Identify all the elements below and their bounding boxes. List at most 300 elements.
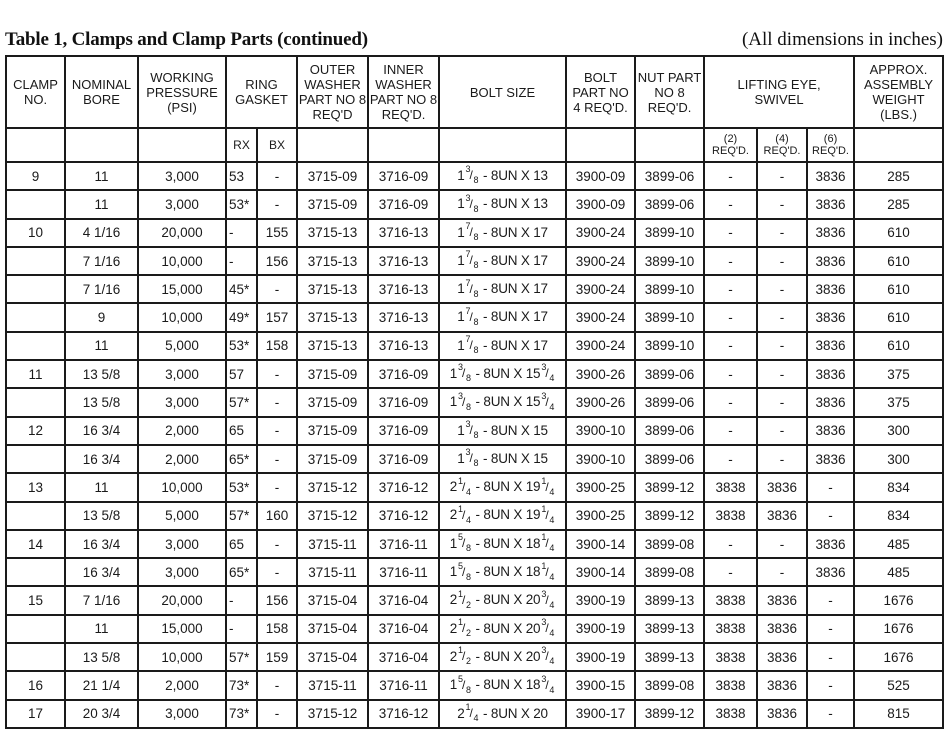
cell-lifting-6: 3836	[807, 275, 854, 303]
cell-bolt-part: 3900-25	[566, 473, 635, 501]
cell-lifting-2: -	[704, 162, 757, 190]
cell-outer-washer: 3715-13	[297, 219, 368, 247]
cell-weight: 300	[854, 445, 943, 473]
cell-bolt-size	[439, 219, 566, 247]
cell-inner-washer: 3716-09	[368, 162, 439, 190]
cell-clamp-no	[6, 643, 65, 671]
bolt-length-fraction: 3 / 4	[541, 617, 555, 639]
cell-weight: 610	[854, 303, 943, 331]
bolt-rest: - 8UN X 15	[472, 366, 541, 381]
cell-lifting-2: -	[704, 558, 757, 586]
cell-nominal-bore: 13 5/8	[65, 502, 138, 530]
cell-working-pressure: 2,000	[138, 417, 226, 445]
cell-working-pressure: 5,000	[138, 502, 226, 530]
col-outer-washer: OUTER WASHER PART NO 8 REQ'D	[297, 56, 368, 128]
cell-clamp-no	[6, 332, 65, 360]
cell-rx: -	[226, 586, 257, 614]
cell-outer-washer: 3715-09	[297, 190, 368, 218]
cell-lifting-2: 3838	[704, 502, 757, 530]
col-inner-washer: INNER WASHER PART NO 8 REQ'D.	[368, 56, 439, 128]
bolt-fraction: 1 / 4	[465, 702, 479, 723]
cell-bx: -	[257, 417, 297, 445]
cell-lifting-4: -	[757, 360, 807, 388]
cell-bolt-size	[439, 586, 566, 614]
col-working-pressure: WORKING PRESSURE (PSI)	[138, 56, 226, 128]
cell-lifting-4: 3836	[757, 643, 807, 671]
cell-lifting-6: 3836	[807, 558, 854, 586]
cell-lifting-6: 3836	[807, 247, 854, 275]
cell-inner-washer: 3716-09	[368, 417, 439, 445]
cell-bolt-size	[439, 247, 566, 275]
cell-inner-washer: 3716-04	[368, 643, 439, 671]
cell-lifting-6: -	[807, 700, 854, 728]
col-nut-part: NUT PART NO 8 REQ'D.	[635, 56, 704, 128]
cell-clamp-no	[6, 558, 65, 586]
cell-nominal-bore: 11	[65, 190, 138, 218]
bolt-fraction: 1 / 4	[458, 503, 471, 525]
cell-lifting-2: -	[704, 275, 757, 303]
cell-clamp-no	[6, 388, 65, 416]
cell-weight: 1676	[854, 586, 943, 614]
table-row	[6, 417, 943, 445]
cell-nominal-bore: 20 3/4	[65, 700, 138, 728]
cell-rx: 45*	[226, 275, 257, 303]
cell-bolt-size	[439, 360, 566, 388]
cell-bolt-part: 3900-15	[566, 671, 635, 699]
cell-bolt-part: 3900-26	[566, 388, 635, 416]
cell-lifting-2: 3838	[704, 586, 757, 614]
cell-weight: 485	[854, 558, 943, 586]
col-bolt-size: BOLT SIZE	[439, 56, 566, 128]
cell-lifting-6: 3836	[807, 219, 854, 247]
cell-lifting-6: -	[807, 643, 854, 671]
cell-bolt-part: 3900-24	[566, 275, 635, 303]
table-row	[6, 445, 943, 473]
bolt-fraction: 1 / 2	[458, 588, 471, 610]
cell-clamp-no	[6, 445, 65, 473]
bolt-whole: 2	[449, 479, 457, 495]
cell-weight: 485	[854, 530, 943, 558]
cell-outer-washer: 3715-13	[297, 275, 368, 303]
cell-bx: -	[257, 360, 297, 388]
bolt-length-fraction: 1 / 4	[541, 475, 555, 497]
cell-clamp-no: 17	[6, 700, 65, 728]
bolt-length-fraction: 3 / 4	[541, 645, 555, 667]
cell-inner-washer: 3716-11	[368, 671, 439, 699]
cell-nominal-bore: 21 1/4	[65, 671, 138, 699]
cell-rx: 53*	[226, 332, 257, 360]
cell-bolt-part: 3900-10	[566, 417, 635, 445]
cell-inner-washer: 3716-09	[368, 360, 439, 388]
cell-lifting-4: -	[757, 162, 807, 190]
cell-bolt-part: 3900-24	[566, 247, 635, 275]
cell-rx: 57*	[226, 643, 257, 671]
cell-working-pressure: 10,000	[138, 303, 226, 331]
cell-lifting-2: 3838	[704, 643, 757, 671]
cell-bolt-part: 3900-24	[566, 303, 635, 331]
cell-weight: 300	[854, 417, 943, 445]
cell-working-pressure: 2,000	[138, 445, 226, 473]
table-row	[6, 219, 943, 247]
cell-nominal-bore: 4 1/16	[65, 219, 138, 247]
cell-bolt-part: 3900-14	[566, 558, 635, 586]
cell-working-pressure: 3,000	[138, 388, 226, 416]
cell-nut-part: 3899-10	[635, 219, 704, 247]
cell-bolt-part: 3900-14	[566, 530, 635, 558]
table-row	[6, 473, 943, 501]
cell-outer-washer: 3715-12	[297, 502, 368, 530]
cell-nominal-bore: 11	[65, 332, 138, 360]
bolt-whole: 2	[449, 507, 457, 523]
cell-nut-part: 3899-08	[635, 671, 704, 699]
cell-lifting-6: -	[807, 671, 854, 699]
cell-bx: -	[257, 671, 297, 699]
cell-rx: -	[226, 247, 257, 275]
cell-bolt-size	[439, 303, 566, 331]
cell-lifting-4: -	[757, 558, 807, 586]
bolt-fraction: 3 / 8	[465, 447, 479, 469]
cell-bx: -	[257, 558, 297, 586]
bolt-length-fraction: 1 / 4	[541, 560, 555, 582]
cell-clamp-no	[6, 190, 65, 218]
cell-lifting-2: -	[704, 332, 757, 360]
cell-bolt-part: 3900-24	[566, 219, 635, 247]
cell-weight: 375	[854, 360, 943, 388]
cell-lifting-2: -	[704, 445, 757, 473]
cell-lifting-4: -	[757, 303, 807, 331]
bolt-whole: 1	[457, 309, 465, 325]
cell-lifting-6: -	[807, 615, 854, 643]
bolt-length-fraction: 1 / 4	[541, 503, 555, 525]
cell-lifting-6: 3836	[807, 162, 854, 190]
cell-bolt-size	[439, 615, 566, 643]
cell-outer-washer: 3715-11	[297, 530, 368, 558]
cell-bolt-size	[439, 275, 566, 303]
bolt-fraction: 3 / 8	[465, 164, 479, 186]
cell-lifting-2: -	[704, 530, 757, 558]
cell-working-pressure: 2,000	[138, 671, 226, 699]
cell-lifting-4: -	[757, 388, 807, 416]
bolt-whole: 1	[457, 252, 465, 268]
cell-outer-washer: 3715-12	[297, 700, 368, 728]
cell-working-pressure: 15,000	[138, 615, 226, 643]
cell-lifting-4: 3836	[757, 586, 807, 614]
cell-lifting-4: -	[757, 190, 807, 218]
cell-rx: 65	[226, 417, 257, 445]
cell-rx: 73*	[226, 671, 257, 699]
cell-weight: 815	[854, 700, 943, 728]
cell-working-pressure: 20,000	[138, 586, 226, 614]
cell-lifting-2: -	[704, 247, 757, 275]
cell-bolt-size	[439, 502, 566, 530]
cell-lifting-4: -	[757, 219, 807, 247]
cell-bolt-size	[439, 445, 566, 473]
bolt-whole: 1	[457, 196, 465, 212]
units-note: (All dimensions in inches)	[741, 29, 943, 50]
table-row	[6, 303, 943, 331]
cell-weight: 610	[854, 332, 943, 360]
cell-rx: 53*	[226, 473, 257, 501]
cell-bolt-part: 3900-09	[566, 190, 635, 218]
cell-lifting-6: 3836	[807, 388, 854, 416]
bolt-fraction: 7 / 8	[465, 220, 479, 242]
cell-bx: 156	[257, 247, 297, 275]
cell-nominal-bore: 11	[65, 615, 138, 643]
cell-outer-washer: 3715-09	[297, 445, 368, 473]
bolt-fraction: 7 / 8	[465, 334, 479, 356]
cell-bx: -	[257, 530, 297, 558]
cell-outer-washer: 3715-11	[297, 558, 368, 586]
cell-bx: -	[257, 190, 297, 218]
cell-nut-part: 3899-10	[635, 275, 704, 303]
cell-nominal-bore: 16 3/4	[65, 558, 138, 586]
bolt-rest: - 8UN X 18	[472, 564, 541, 580]
cell-clamp-no: 16	[6, 671, 65, 699]
cell-lifting-2: -	[704, 219, 757, 247]
table-row	[6, 360, 943, 388]
cell-rx: 57	[226, 360, 257, 388]
cell-bx: 158	[257, 332, 297, 360]
cell-rx: -	[226, 615, 257, 643]
cell-bx: 155	[257, 219, 297, 247]
table-row	[6, 558, 943, 586]
cell-bolt-part: 3900-09	[566, 162, 635, 190]
col-nominal-bore: NOMINAL BORE	[65, 56, 138, 128]
table-row	[6, 530, 943, 558]
table-caption	[5, 29, 943, 55]
cell-lifting-6: 3836	[807, 417, 854, 445]
cell-nut-part: 3899-13	[635, 615, 704, 643]
cell-inner-washer: 3716-12	[368, 700, 439, 728]
cell-nut-part: 3899-06	[635, 388, 704, 416]
bolt-rest: - 8UN X 20	[479, 705, 548, 721]
cell-clamp-no: 9	[6, 162, 65, 190]
cell-lifting-4: 3836	[757, 700, 807, 728]
cell-outer-washer: 3715-11	[297, 671, 368, 699]
cell-outer-washer: 3715-13	[297, 247, 368, 275]
clamps-table	[5, 55, 944, 729]
cell-nut-part: 3899-12	[635, 473, 704, 501]
bolt-rest: - 8UN X 20	[472, 592, 541, 608]
cell-clamp-no: 12	[6, 417, 65, 445]
cell-lifting-2: -	[704, 360, 757, 388]
bolt-fraction: 3 / 8	[465, 192, 479, 214]
cell-bolt-size	[439, 558, 566, 586]
cell-lifting-4: -	[757, 332, 807, 360]
col-lifting-4: (4) REQ'D.	[757, 128, 807, 162]
cell-lifting-6: 3836	[807, 445, 854, 473]
col-bx: BX	[257, 128, 297, 162]
cell-nominal-bore: 9	[65, 303, 138, 331]
cell-lifting-4: 3836	[757, 502, 807, 530]
cell-working-pressure: 10,000	[138, 247, 226, 275]
bolt-whole: 1	[457, 450, 465, 466]
cell-bx: -	[257, 162, 297, 190]
cell-weight: 285	[854, 190, 943, 218]
cell-nut-part: 3899-13	[635, 586, 704, 614]
cell-nut-part: 3899-12	[635, 502, 704, 530]
cell-clamp-no: 14	[6, 530, 65, 558]
cell-lifting-4: -	[757, 417, 807, 445]
cell-weight: 610	[854, 247, 943, 275]
cell-working-pressure: 3,000	[138, 700, 226, 728]
cell-lifting-2: 3838	[704, 700, 757, 728]
cell-lifting-6: 3836	[807, 530, 854, 558]
cell-lifting-4: -	[757, 530, 807, 558]
bolt-fraction: 7 / 8	[465, 277, 479, 299]
cell-rx: 53	[226, 162, 257, 190]
cell-inner-washer: 3716-09	[368, 388, 439, 416]
cell-clamp-no	[6, 303, 65, 331]
bolt-whole: 2	[457, 705, 465, 721]
cell-nut-part: 3899-06	[635, 360, 704, 388]
cell-lifting-4: 3836	[757, 473, 807, 501]
cell-bolt-size	[439, 530, 566, 558]
cell-working-pressure: 3,000	[138, 558, 226, 586]
table-row	[6, 586, 943, 614]
cell-bolt-part: 3900-19	[566, 643, 635, 671]
cell-bolt-part: 3900-10	[566, 445, 635, 473]
table-row	[6, 502, 943, 530]
cell-nut-part: 3899-06	[635, 445, 704, 473]
cell-lifting-2: 3838	[704, 615, 757, 643]
cell-outer-washer: 3715-09	[297, 388, 368, 416]
cell-bx: -	[257, 473, 297, 501]
cell-inner-washer: 3716-12	[368, 473, 439, 501]
bolt-rest: - 8UN X 17	[479, 281, 548, 297]
cell-inner-washer: 3716-13	[368, 303, 439, 331]
cell-inner-washer: 3716-11	[368, 558, 439, 586]
cell-inner-washer: 3716-11	[368, 530, 439, 558]
table-row	[6, 247, 943, 275]
cell-lifting-6: -	[807, 586, 854, 614]
bolt-length-fraction: 3 / 4	[541, 673, 555, 695]
cell-bolt-size	[439, 388, 566, 416]
cell-clamp-no	[6, 502, 65, 530]
cell-nut-part: 3899-10	[635, 247, 704, 275]
cell-nut-part: 3899-10	[635, 332, 704, 360]
bolt-fraction: 7 / 8	[465, 249, 479, 271]
bolt-length-fraction: 3 / 4	[541, 588, 555, 610]
cell-working-pressure: 5,000	[138, 332, 226, 360]
cell-weight: 834	[854, 473, 943, 501]
cell-clamp-no: 10	[6, 219, 65, 247]
bolt-rest: - 8UN X 15	[472, 394, 541, 410]
cell-outer-washer: 3715-13	[297, 303, 368, 331]
col-clamp-no: CLAMP NO.	[6, 56, 65, 128]
cell-nut-part: 3899-08	[635, 530, 704, 558]
cell-bolt-size	[439, 162, 566, 190]
cell-clamp-no	[6, 615, 65, 643]
bolt-fraction: 1 / 2	[458, 645, 471, 667]
table-row	[6, 643, 943, 671]
cell-inner-washer: 3716-13	[368, 247, 439, 275]
table-row	[6, 615, 943, 643]
cell-nut-part: 3899-10	[635, 303, 704, 331]
cell-bx: 158	[257, 615, 297, 643]
table-row	[6, 700, 943, 728]
cell-bolt-part: 3900-17	[566, 700, 635, 728]
cell-clamp-no	[6, 275, 65, 303]
cell-nut-part: 3899-12	[635, 700, 704, 728]
subheader-row	[6, 128, 943, 162]
cell-outer-washer: 3715-09	[297, 162, 368, 190]
cell-weight: 610	[854, 275, 943, 303]
col-ring-gasket: RING GASKET	[226, 56, 297, 128]
cell-nominal-bore: 16 3/4	[65, 530, 138, 558]
cell-weight: 525	[854, 671, 943, 699]
table-row	[6, 190, 943, 218]
bolt-whole: 1	[457, 337, 465, 353]
cell-working-pressure: 20,000	[138, 219, 226, 247]
cell-rx: 49*	[226, 303, 257, 331]
bolt-fraction: 1 / 4	[458, 475, 471, 497]
cell-bolt-size	[439, 190, 566, 218]
cell-weight: 610	[854, 219, 943, 247]
col-lifting-2: (2) REQ'D.	[704, 128, 757, 162]
bolt-rest: - 8UN X 17	[479, 309, 548, 325]
bolt-rest: - 8UN X 17	[479, 337, 548, 353]
cell-nominal-bore: 11	[65, 162, 138, 190]
bolt-whole: 1	[449, 366, 457, 381]
bolt-whole: 1	[449, 564, 457, 580]
cell-inner-washer: 3716-13	[368, 219, 439, 247]
bolt-whole: 2	[449, 592, 457, 608]
bolt-rest: - 8UN X 15	[479, 422, 548, 438]
col-bolt-part: BOLT PART NO 4 REQ'D.	[566, 56, 635, 128]
cell-nominal-bore: 11	[65, 473, 138, 501]
cell-working-pressure: 3,000	[138, 190, 226, 218]
cell-rx: 53*	[226, 190, 257, 218]
cell-rx: 57*	[226, 388, 257, 416]
cell-nominal-bore: 16 3/4	[65, 445, 138, 473]
cell-outer-washer: 3715-09	[297, 417, 368, 445]
table-body	[6, 162, 943, 728]
bolt-fraction: 5 / 8	[458, 560, 471, 582]
cell-rx: 57*	[226, 502, 257, 530]
header-row	[6, 56, 943, 128]
bolt-length-fraction: 3 / 4	[541, 362, 555, 384]
cell-outer-washer: 3715-12	[297, 473, 368, 501]
col-lifting-6: (6) REQ'D.	[807, 128, 854, 162]
cell-lifting-2: -	[704, 417, 757, 445]
cell-rx: 65*	[226, 445, 257, 473]
cell-weight: 1676	[854, 615, 943, 643]
cell-weight: 834	[854, 502, 943, 530]
table-row	[6, 332, 943, 360]
bolt-fraction: 3 / 8	[458, 362, 471, 384]
bolt-fraction: 3 / 8	[458, 390, 471, 412]
cell-inner-washer: 3716-13	[368, 275, 439, 303]
cell-inner-washer: 3716-12	[368, 502, 439, 530]
cell-lifting-6: 3836	[807, 332, 854, 360]
bolt-fraction: 1 / 2	[458, 617, 471, 639]
cell-nominal-bore: 16 3/4	[65, 417, 138, 445]
cell-lifting-4: -	[757, 247, 807, 275]
cell-outer-washer: 3715-09	[297, 360, 368, 388]
cell-bx: -	[257, 388, 297, 416]
bolt-rest: - 8UN X 13	[479, 196, 548, 212]
bolt-rest: - 8UN X 19	[472, 507, 541, 523]
bolt-whole: 1	[449, 394, 457, 410]
cell-bolt-part: 3900-26	[566, 360, 635, 388]
cell-lifting-4: -	[757, 275, 807, 303]
cell-rx: -	[226, 219, 257, 247]
cell-outer-washer: 3715-13	[297, 332, 368, 360]
bolt-rest: - 8UN X 20	[472, 648, 541, 664]
col-rx: RX	[226, 128, 257, 162]
bolt-whole: 1	[457, 167, 465, 183]
